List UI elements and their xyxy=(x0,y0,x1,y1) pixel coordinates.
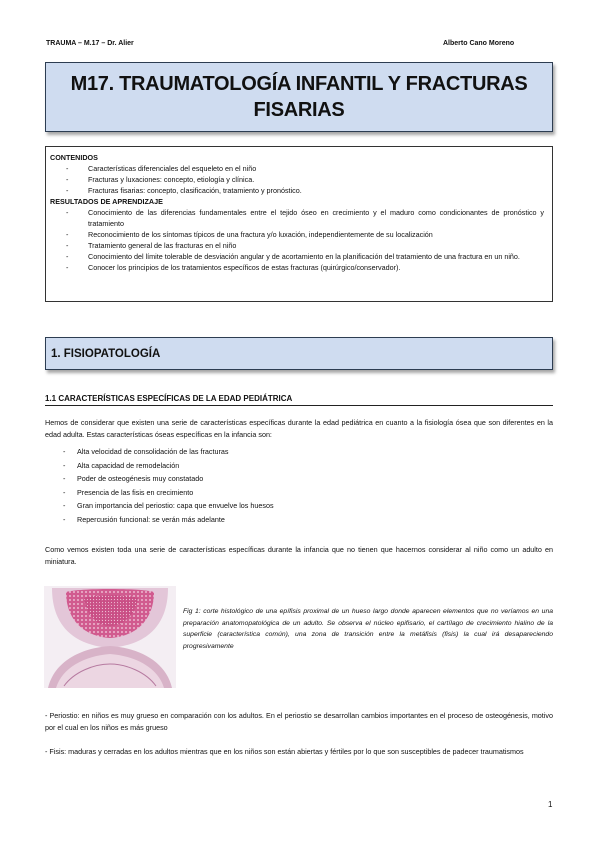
subsection-title: 1.1 CARACTERÍSTICAS ESPECÍFICAS DE LA EDAD PEDIÁTRICA xyxy=(45,394,293,403)
list-item: - Características diferenciales del esqueleto en el niño xyxy=(50,163,548,174)
list-item: - Presencia de las fisis en crecimiento xyxy=(45,486,553,500)
fisis-note: - Fisis: maduras y cerradas en los adultos mientras que en los niños son están abiertas y fértiles por lo que son susceptibles de padecer traumatismos xyxy=(45,747,524,756)
list-item: - Poder de osteogénesis muy constatado xyxy=(45,472,553,486)
figure-caption: Fig 1: corte histológico de una epífisis proximal de un hueso largo donde aparecen elementos que no veríamos en una preparación anatomopatológica de un adulto. Se observa el núcleo epifisario, el cartílago de crecimiento hialino de la superficie (característica común), una zona de transición entre la metáfisis (fisis) la cual irá desapareciendo progresivamente xyxy=(183,608,553,650)
list-item: - Fracturas fisarias: concepto, clasificación, tratamiento y pronóstico. xyxy=(50,185,548,196)
page-title: M17. TRAUMATOLOGÍA INFANTIL Y FRACTURAS FISARIAS xyxy=(70,73,528,121)
intro-paragraph: Hemos de considerar que existen una serie de características específicas durante la edad pediátrica en cuanto a la fisiología ósea que son diferentes en la edad adulta. Estas características óseas específicas en la infancia son: xyxy=(45,418,553,439)
list-item: - Alta capacidad de remodelación xyxy=(45,459,553,473)
subsection-heading xyxy=(45,394,553,406)
closing-paragraph: Como vemos existen toda una serie de características específicas durante la infancia que no tienen que hacernos considerar al niño como un adulto en miniatura. xyxy=(45,545,553,566)
header-author: Alberto Cano Moreno xyxy=(443,40,515,47)
contents-list xyxy=(50,163,548,196)
list-item: - Reconocimiento de los síntomas típicos de una fractura y/o luxación, independientemente de su localización xyxy=(50,229,548,240)
characteristics-list xyxy=(45,445,553,526)
section-heading-box xyxy=(45,337,553,370)
section-title: 1. FISIOPATOLOGÍA xyxy=(51,347,161,360)
list-item: - Repercusión funcional: se verán más adelante xyxy=(45,513,553,527)
outcomes-label: RESULTADOS DE APRENDIZAJE xyxy=(50,197,163,206)
list-item: - Fracturas y luxaciones: concepto, etiología y clínica. xyxy=(50,174,548,185)
periostio-note: - Periostio: en niños es muy grueso en comparación con los adultos. En el periostio se desarrollan cambios importantes en el proceso de osteogénesis, motivo por el cual en los niños es más grueso xyxy=(45,711,553,732)
outcomes-list xyxy=(50,207,548,273)
contents-label: CONTENIDOS xyxy=(50,153,98,162)
list-item: - Conocer los principios de los tratamientos específicos de estas fracturas (quirúrgico/conservador). xyxy=(50,262,548,273)
list-item: - Tratamiento general de las fracturas en el niño xyxy=(50,240,548,251)
histology-image xyxy=(44,586,176,688)
title-box xyxy=(45,62,553,132)
list-item: - Alta velocidad de consolidación de las fracturas xyxy=(45,445,553,459)
page-number: 1 xyxy=(548,800,553,809)
header-course: TRAUMA – M.17 – Dr. Alier xyxy=(46,40,134,47)
list-item: - Gran importancia del periostio: capa que envuelve los huesos xyxy=(45,499,553,513)
contents-box xyxy=(45,146,553,302)
list-item: - Conocimiento de las diferencias fundamentales entre el tejido óseo en crecimiento y el maduro como condicionantes de pronóstico y tratamiento xyxy=(50,207,548,229)
list-item: - Conocimiento del límite tolerable de desviación angular y de acortamiento en la planificación del tratamiento de una fractura en un niño. xyxy=(50,251,548,262)
